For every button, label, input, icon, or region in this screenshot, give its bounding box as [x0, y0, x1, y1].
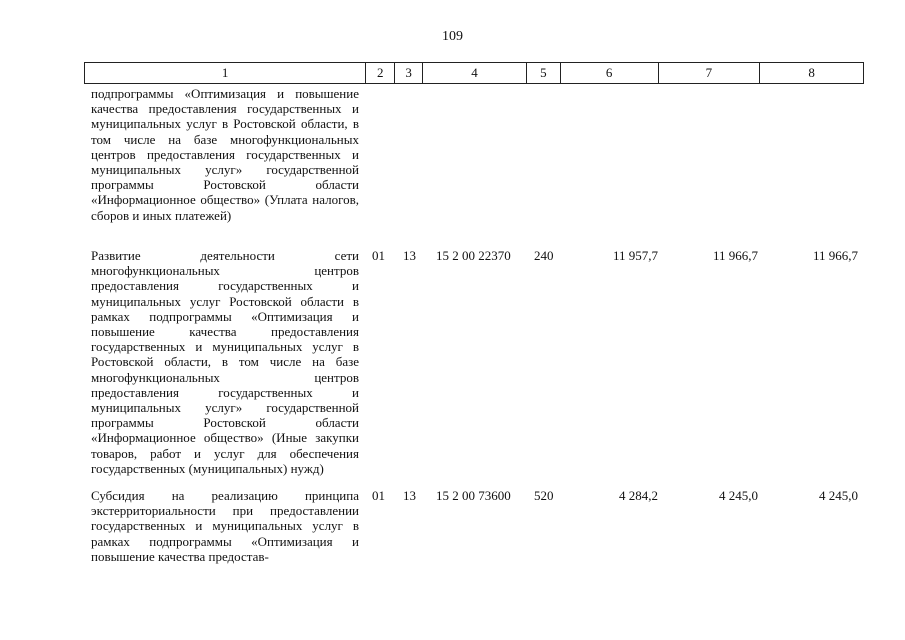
cell-amount-col6: 11 957,7 [612, 248, 658, 263]
table-row-description: подпрограммы «Оптимизация и повышение качества предоставления государственных и муниципальных услуг в Ростовской области, в том числе на базе многофункциональных центров предоставления государственных и муниципальных услуг» государственной программы Ростовской области «Информационное общество» (Уплата налогов, сборов и иных платежей) [91, 86, 359, 223]
cell-subsection: 13 [403, 248, 416, 263]
header-col-1: 1 [85, 63, 366, 83]
header-col-5: 5 [527, 63, 561, 83]
cell-expense-type: 520 [534, 488, 554, 503]
header-col-4: 4 [423, 63, 527, 83]
table-row-description: Субсидия на реализацию принципа экстерриториальности при предоставлении государственных и муниципальных услуг в рамках подпрограммы «Оптимизация и повышение качества предостав- [91, 488, 359, 564]
header-col-2: 2 [366, 63, 395, 83]
page-number: 109 [442, 29, 463, 44]
cell-section: 01 [372, 248, 385, 263]
header-col-6: 6 [561, 63, 659, 83]
cell-amount-col7: 11 966,7 [712, 248, 758, 263]
cell-amount-col8: 4 245,0 [819, 488, 858, 503]
cell-section: 01 [372, 488, 385, 503]
table-header [84, 62, 864, 84]
cell-amount-col8: 11 966,7 [812, 248, 858, 263]
table-row-description: Развитие деятельности сети многофункциональных центров предоставления государственных и муниципальных услуг Ростовской области в рамках подпрограммы «Оптимизация и повышение качества предоставления государственных и муниципальных услуг в Ростовской области, в том числе на базе многофункциональных центров предоставления государственных и муниципальных услуг» государственной программы Ростовской области «Информационное общество» (Иные закупки товаров, работ и услуг для обеспечения государственных (муниципальных) нужд) [91, 248, 359, 476]
cell-amount-col6: 4 284,2 [619, 488, 658, 503]
header-col-3: 3 [395, 63, 423, 83]
header-col-7: 7 [659, 63, 761, 83]
cell-amount-col7: 4 245,0 [719, 488, 758, 503]
header-col-8: 8 [808, 65, 815, 80]
cell-subsection: 13 [403, 488, 416, 503]
cell-target-article: 15 2 00 73600 [436, 488, 511, 503]
cell-target-article: 15 2 00 22370 [436, 248, 511, 263]
cell-expense-type: 240 [534, 248, 554, 263]
